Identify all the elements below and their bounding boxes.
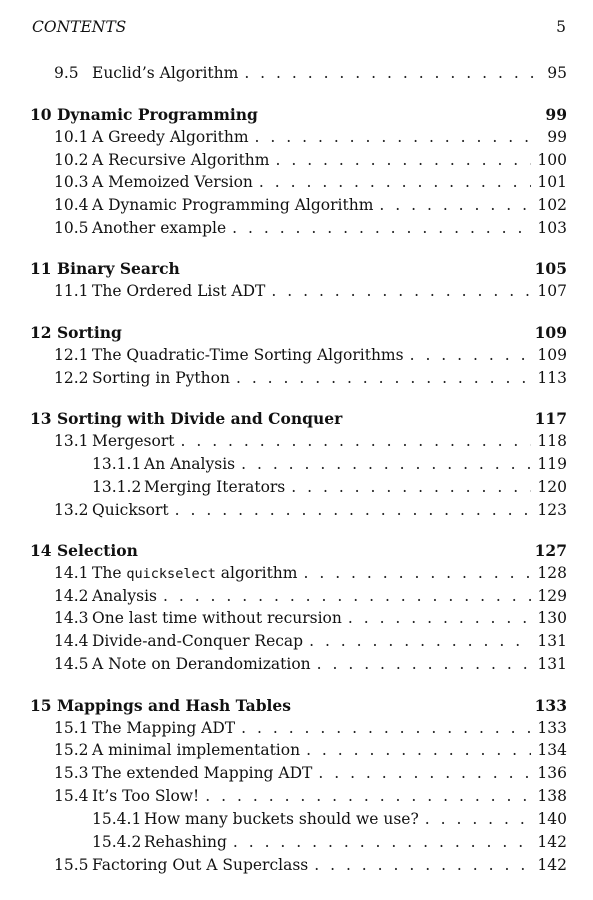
subsection-entry[interactable] — [0, 810, 593, 832]
entry-page: 119 — [537, 455, 567, 473]
entry-number: 15.5 — [54, 856, 89, 874]
chapter-title: Mappings and Hash Tables — [56, 696, 292, 715]
section-entry[interactable] — [0, 346, 593, 368]
dot-leader — [318, 764, 531, 782]
dot-leader — [291, 478, 531, 496]
entry-title: Factoring Out A Superclass — [92, 856, 309, 874]
entry-title: The Mapping ADT — [92, 719, 236, 737]
entry-title: A Recursive Algorithm — [92, 151, 270, 169]
section-entry[interactable] — [0, 64, 593, 86]
section-entry[interactable] — [0, 655, 593, 677]
chapter-title: Selection — [56, 541, 138, 560]
entry-number: 12.2 — [54, 369, 89, 387]
section-entry[interactable] — [0, 151, 593, 173]
entry-number: 10.5 — [54, 219, 89, 237]
entry-page: 134 — [537, 741, 567, 759]
dot-leader — [425, 810, 532, 828]
chapter-title: Sorting — [56, 323, 122, 342]
entry-number: 13.2 — [54, 501, 89, 519]
entry-number: 15.2 — [54, 741, 89, 759]
chapter-number: 13 — [30, 409, 52, 428]
dot-leader — [259, 173, 531, 191]
chapter-number: 14 — [30, 541, 52, 560]
entry-page: 113 — [537, 369, 567, 387]
section-entry[interactable] — [0, 173, 593, 195]
entry-number: 15.4.1 — [92, 810, 142, 828]
entry-title: Euclid’s Algorithm — [92, 64, 239, 82]
dot-leader — [241, 455, 531, 473]
chapter-page: 127 — [534, 541, 567, 560]
dot-leader — [410, 346, 532, 364]
dot-leader — [379, 196, 531, 214]
entry-page: 99 — [547, 128, 567, 146]
section-entry[interactable] — [0, 432, 593, 454]
chapter-entry[interactable] — [0, 105, 593, 127]
chapter-entry[interactable] — [0, 409, 593, 431]
running-header-title: CONTENTS — [32, 18, 127, 36]
section-entry[interactable] — [0, 856, 593, 878]
entry-title-post: algorithm — [215, 564, 298, 582]
section-entry[interactable] — [0, 282, 593, 304]
entry-number: 14.4 — [54, 632, 89, 650]
entry-page: 133 — [537, 719, 567, 737]
dot-leader — [205, 787, 531, 805]
chapter-number: 10 — [30, 105, 52, 124]
section-entry[interactable] — [0, 719, 593, 741]
entry-page: 107 — [537, 282, 567, 300]
entry-title: It’s Too Slow! — [92, 787, 200, 805]
chapter-page: 99 — [545, 105, 567, 124]
dot-leader — [306, 741, 531, 759]
entry-page: 109 — [537, 346, 567, 364]
entry-title: Rehashing — [144, 833, 227, 851]
dot-leader — [163, 587, 531, 605]
entry-page: 102 — [537, 196, 567, 214]
entry-title: The Ordered List ADT — [92, 282, 266, 300]
entry-number: 10.3 — [54, 173, 89, 191]
entry-page: 138 — [537, 787, 567, 805]
section-entry[interactable] — [0, 741, 593, 763]
entry-title: Mergesort — [92, 432, 175, 450]
chapter-entry[interactable] — [0, 541, 593, 563]
entry-number: 10.1 — [54, 128, 89, 146]
entry-title: One last time without recursion — [92, 609, 342, 627]
dot-leader — [232, 219, 531, 237]
chapter-page: 117 — [534, 409, 567, 428]
chapter-entry[interactable] — [0, 259, 593, 281]
running-header — [32, 18, 566, 40]
section-entry[interactable] — [0, 564, 593, 586]
entry-title: Sorting in Python — [92, 369, 230, 387]
entry-page: 136 — [537, 764, 567, 782]
entry-number: 13.1.2 — [92, 478, 142, 496]
entry-title: A Greedy Algorithm — [92, 128, 249, 146]
entry-title: Analysis — [92, 587, 157, 605]
entry-title: Another example — [92, 219, 227, 237]
dot-leader — [175, 501, 532, 519]
entry-page: 120 — [537, 478, 567, 496]
chapter-entry[interactable] — [0, 323, 593, 345]
section-entry[interactable] — [0, 764, 593, 786]
entry-title — [92, 564, 297, 582]
dot-leader — [314, 856, 531, 874]
entry-title: A Note on Derandomization — [92, 655, 311, 673]
chapter-page: 105 — [534, 259, 567, 278]
entry-title-pre: The — [92, 564, 127, 582]
entry-page: 131 — [537, 632, 567, 650]
entry-page: 131 — [537, 655, 567, 673]
entry-page: 101 — [537, 173, 567, 191]
entry-number: 10.2 — [54, 151, 89, 169]
entry-title: Divide-and-Conquer Recap — [92, 632, 304, 650]
page-number: 5 — [556, 18, 566, 36]
entry-title: A minimal implementation — [92, 741, 301, 759]
dot-leader — [255, 128, 542, 146]
entry-title: The extended Mapping ADT — [92, 764, 313, 782]
dot-leader — [348, 609, 532, 627]
entry-page: 129 — [537, 587, 567, 605]
entry-number: 13.1 — [54, 432, 89, 450]
subsection-entry[interactable] — [0, 478, 593, 500]
entry-number: 11.1 — [54, 282, 89, 300]
entry-number: 14.2 — [54, 587, 89, 605]
section-entry[interactable] — [0, 196, 593, 218]
chapter-page: 109 — [534, 323, 567, 342]
subsection-entry[interactable] — [0, 455, 593, 477]
entry-title: A Dynamic Programming Algorithm — [92, 196, 374, 214]
dot-leader — [244, 64, 541, 82]
entry-title: A Memoized Version — [92, 173, 253, 191]
entry-number: 14.1 — [54, 564, 89, 582]
chapter-title: Dynamic Programming — [56, 105, 258, 124]
dot-leader — [309, 632, 531, 650]
dot-leader — [233, 833, 532, 851]
entry-page: 140 — [537, 810, 567, 828]
section-entry[interactable] — [0, 587, 593, 609]
subsection-entry[interactable] — [0, 833, 593, 855]
entry-title: An Analysis — [144, 455, 236, 473]
dot-leader — [180, 432, 531, 450]
dot-leader — [303, 564, 531, 582]
entry-number: 15.4.2 — [92, 833, 142, 851]
chapter-title: Sorting with Divide and Conquer — [56, 409, 343, 428]
entry-title: The Quadratic-Time Sorting Algorithms — [92, 346, 404, 364]
chapter-page: 133 — [534, 696, 567, 715]
entry-number: 13.1.1 — [92, 455, 142, 473]
entry-page: 118 — [537, 432, 567, 450]
entry-number: 12.1 — [54, 346, 89, 364]
chapter-entry[interactable] — [0, 696, 593, 718]
section-entry[interactable] — [0, 219, 593, 241]
section-entry[interactable] — [0, 787, 593, 809]
entry-page: 103 — [537, 219, 567, 237]
entry-page: 95 — [547, 64, 567, 82]
chapter-number: 12 — [30, 323, 52, 342]
entry-title: Quicksort — [92, 501, 169, 519]
dot-leader — [276, 151, 532, 169]
entry-number: 10.4 — [54, 196, 89, 214]
chapter-title: Binary Search — [56, 259, 180, 278]
entry-number: 15.4 — [54, 787, 89, 805]
entry-page: 100 — [537, 151, 567, 169]
entry-number: 14.3 — [54, 609, 89, 627]
dot-leader — [236, 369, 531, 387]
section-entry[interactable] — [0, 501, 593, 523]
entry-page: 123 — [537, 501, 567, 519]
entry-number: 15.3 — [54, 764, 89, 782]
entry-number: 9.5 — [54, 64, 79, 82]
chapter-number: 11 — [30, 259, 52, 278]
entry-page: 142 — [537, 856, 567, 874]
section-entry[interactable] — [0, 128, 593, 150]
entry-page: 130 — [537, 609, 567, 627]
entry-number: 14.5 — [54, 655, 89, 673]
entry-page: 128 — [537, 564, 567, 582]
section-entry[interactable] — [0, 632, 593, 654]
entry-title: How many buckets should we use? — [144, 810, 419, 828]
dot-leader — [317, 655, 532, 673]
entry-title: Merging Iterators — [144, 478, 286, 496]
section-entry[interactable] — [0, 609, 593, 631]
dot-leader — [271, 282, 531, 300]
dot-leader — [241, 719, 531, 737]
entry-page: 142 — [537, 833, 567, 851]
section-entry[interactable] — [0, 369, 593, 391]
entry-number: 15.1 — [54, 719, 89, 737]
entry-title-code: quickselect — [126, 566, 216, 582]
chapter-number: 15 — [30, 696, 52, 715]
